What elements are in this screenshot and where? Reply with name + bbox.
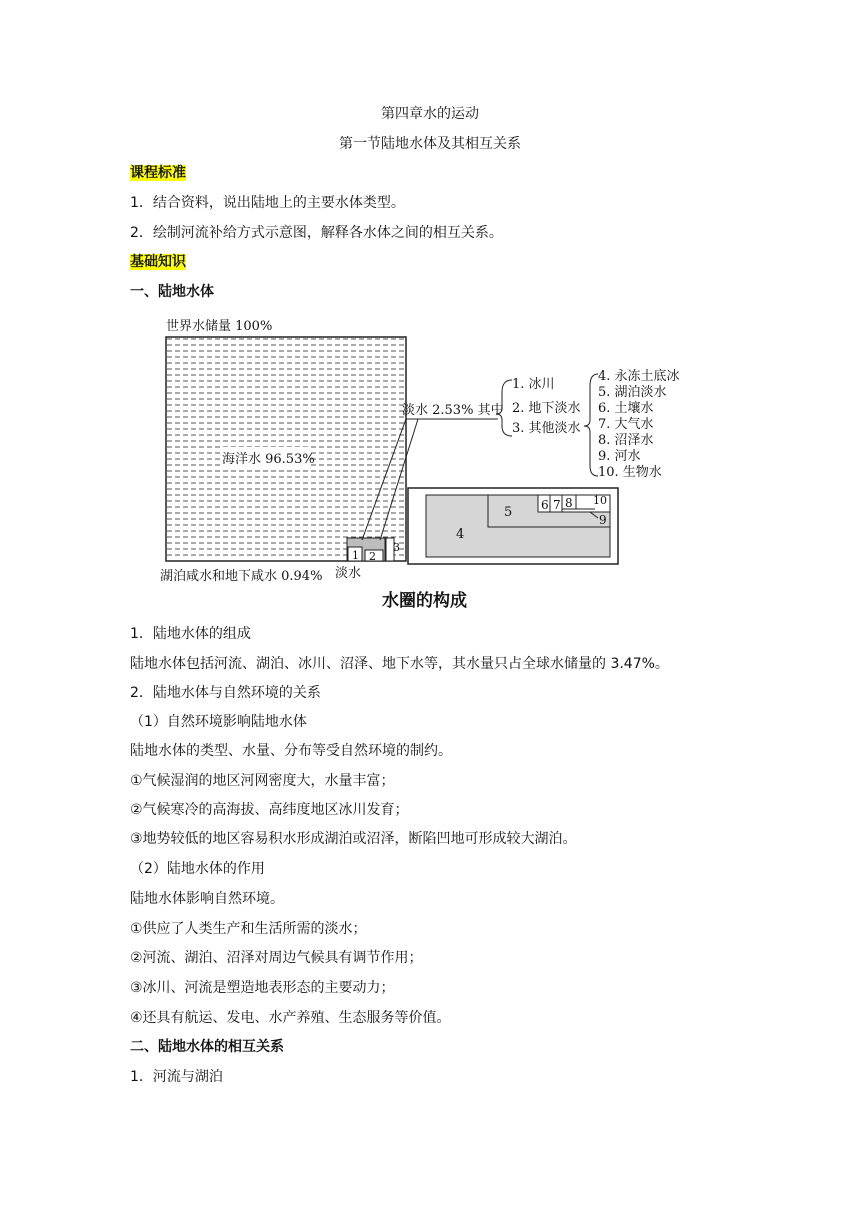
standard-item-1: 1．结合资料，说出陆地上的主要水体类型。 <box>130 195 405 211</box>
ocean-label: 海洋水 96.53% <box>222 452 315 467</box>
box-label-3: 3 <box>393 541 400 554</box>
s2-2-item-2: ②河流、湖泊、沼泽对周边气候具有调节作用； <box>130 950 423 966</box>
s1-text: 陆地水体包括河流、湖泊、冰川、沼泽、地下水等，其水量只占全球水储量的 3.47%。 <box>130 656 669 672</box>
s2-title: 2．陆地水体与自然环境的关系 <box>130 685 321 701</box>
standard-heading: 课程标准 <box>130 165 186 181</box>
s2-2-item-4: ④还具有航运、发电、水产养殖、生态服务等价值。 <box>130 1010 451 1026</box>
box-label-10: 10 <box>593 494 607 507</box>
other-type-5: 5. 湖泊淡水 <box>598 385 667 400</box>
fresh-type-2: 2. 地下淡水 <box>512 401 581 416</box>
box-label-2: 2 <box>369 550 376 563</box>
other-type-9: 9. 河水 <box>598 449 641 464</box>
box-label-7: 7 <box>553 498 561 512</box>
hydrosphere-diagram <box>150 312 710 617</box>
fresh-water-label: 淡水 2.53% 其中 <box>402 403 504 418</box>
other-type-8: 8. 沼泽水 <box>598 433 654 448</box>
basics-heading: 基础知识 <box>130 254 186 270</box>
part2-heading: 二、陆地水体的相互关系 <box>130 1039 284 1055</box>
world-total-label: 世界水储量 100% <box>166 319 273 334</box>
s2-1-title: （1）自然环境影响陆地水体 <box>130 714 307 730</box>
s2-2-item-1: ①供应了人类生产和生活所需的淡水； <box>130 921 367 937</box>
standard-item-2: 2．绘制河流补给方式示意图，解释各水体之间的相互关系。 <box>130 225 503 241</box>
box-label-4: 4 <box>456 527 465 542</box>
other-type-7: 7. 大气水 <box>598 417 654 432</box>
s3-title: 1．河流与湖泊 <box>130 1069 223 1085</box>
s2-2-item-3: ③冰川、河流是塑造地表形态的主要动力； <box>130 980 395 996</box>
s2-2-text: 陆地水体影响自然环境。 <box>130 891 284 907</box>
box-label-1: 1 <box>352 549 359 562</box>
s2-1-item-3: ③地势较低的地区容易积水形成湖泊或沼泽，断陷凹地可形成较大湖泊。 <box>130 831 577 847</box>
fresh-short-label: 淡水 <box>335 566 362 581</box>
salt-lake-label: 湖泊咸水和地下咸水 0.94% <box>160 569 323 584</box>
box-label-5: 5 <box>504 505 513 520</box>
page-subtitle: 第一节陆地水体及其相互关系 <box>339 136 521 152</box>
s2-1-text: 陆地水体的类型、水量、分布等受自然环境的制约。 <box>130 743 452 759</box>
figure-caption: 水圈的构成 <box>382 591 467 611</box>
fresh-type-1: 1. 冰川 <box>512 377 555 392</box>
other-type-4: 4. 永冻土底冰 <box>598 369 680 384</box>
s1-title: 1．陆地水体的组成 <box>130 626 251 642</box>
other-type-6: 6. 土壤水 <box>598 401 654 416</box>
s2-1-item-2: ②气候寒冷的高海拔、高纬度地区冰川发育； <box>130 802 409 818</box>
fresh-type-3: 3. 其他淡水 <box>512 421 581 436</box>
box-label-8: 8 <box>565 496 573 510</box>
part1-heading: 一、陆地水体 <box>130 284 214 300</box>
other-type-10: 10. 生物水 <box>598 465 662 480</box>
box-label-9: 9 <box>599 513 607 527</box>
page-title: 第四章水的运动 <box>381 106 479 122</box>
s2-1-item-1: ①气候湿润的地区河网密度大，水量丰富； <box>130 773 395 789</box>
s2-2-title: （2）陆地水体的作用 <box>130 861 265 877</box>
box-label-6: 6 <box>541 498 549 512</box>
